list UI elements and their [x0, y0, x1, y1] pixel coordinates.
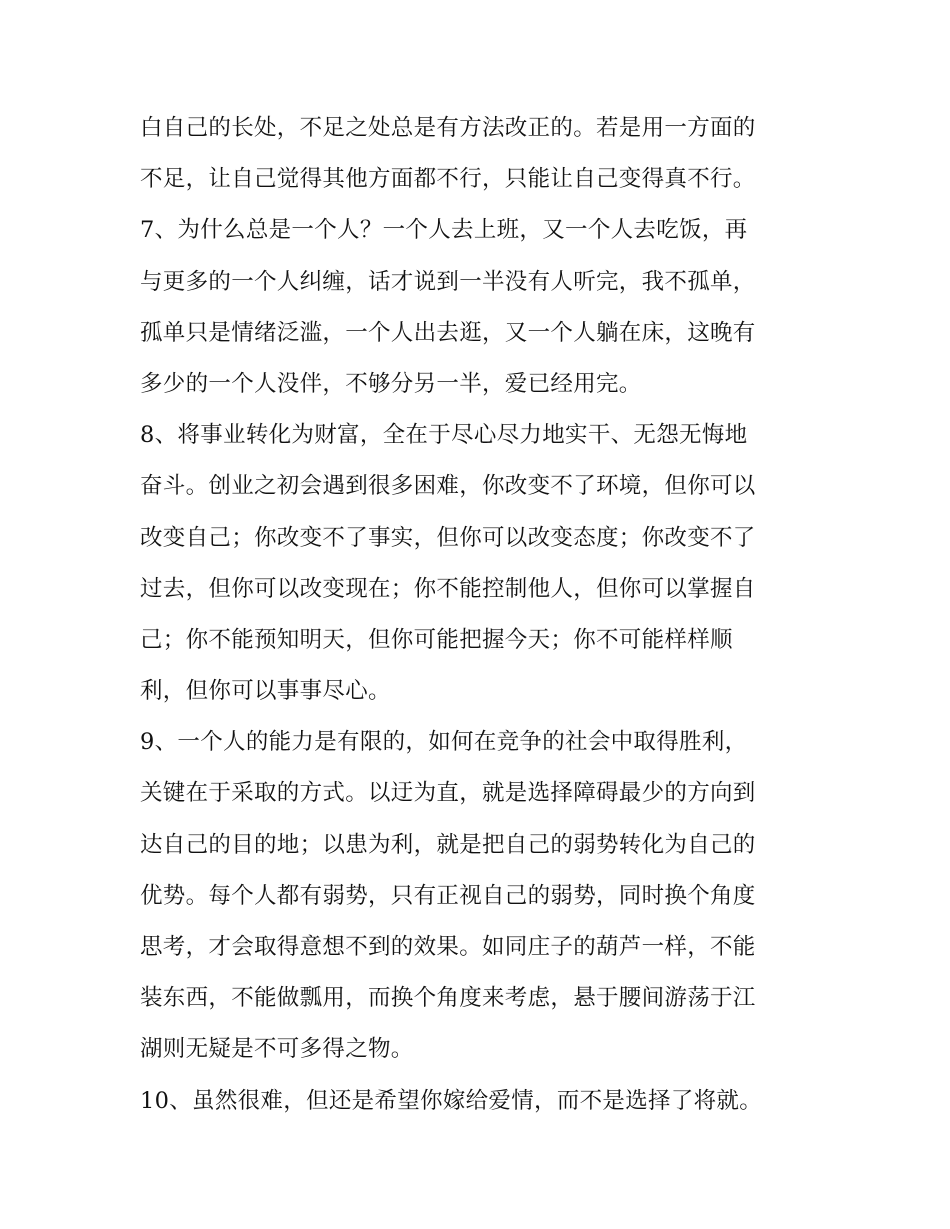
text-line: 7、为什么总是一个人？一个人去上班，又一个人去吃饭，再 — [140, 217, 748, 244]
text-line: 奋斗。创业之初会遇到很多困难，你改变不了环境，但你可以 — [140, 473, 756, 500]
text-line: 白自己的长处，不足之处总是有方法改正的。若是用一方面的 — [140, 115, 756, 141]
text-line: 关键在于采取的方式。以迂为直，就是选择障碍最少的方向到 — [140, 780, 756, 807]
text-line: 己；你不能预知明天，但你可能把握今天；你不可能样样顺 — [140, 626, 733, 653]
text-line: 不足，让自己觉得其他方面都不行，只能让自己变得真不行。 — [140, 166, 756, 193]
text-line: 思考，才会取得意想不到的效果。如同庄子的葫芦一样，不能 — [140, 934, 756, 960]
text-line: 多少的一个人没伴，不够分另一半，爱已经用完。 — [140, 370, 642, 397]
text-line: 装东西，不能做瓢用，而换个角度来考虑，悬于腰间游荡于江 — [140, 985, 756, 1012]
text-line: 10、虽然很难，但还是希望你嫁给爱情，而不是选择了将就。 — [140, 1087, 763, 1114]
text-line: 与更多的一个人纠缠，话才说到一半没有人听完，我不孤单， — [140, 268, 756, 295]
document-body — [140, 103, 820, 1127]
text-line: 过去，但你可以改变现在；你不能控制他人，但你可以掌握自 — [140, 575, 756, 602]
text-line: 孤单只是情绪泛滥，一个人出去逛，又一个人躺在床，这晚有 — [140, 319, 756, 346]
text-line: 8、将事业转化为财富，全在于尽心尽力地实干、无怨无悔地 — [140, 422, 748, 449]
text-line: 湖则无疑是不可多得之物。 — [140, 1036, 414, 1063]
text-line: 改变自己；你改变不了事实，但你可以改变态度；你改变不了 — [140, 524, 756, 551]
text-line: 9、一个人的能力是有限的，如何在竞争的社会中取得胜利， — [140, 729, 748, 756]
text-line: 达自己的目的地；以患为利，就是把自己的弱势转化为自己的 — [140, 831, 756, 858]
text-line: 利，但你可以事事尽心。 — [140, 678, 391, 705]
text-line: 优势。每个人都有弱势，只有正视自己的弱势，同时换个角度 — [140, 882, 756, 909]
